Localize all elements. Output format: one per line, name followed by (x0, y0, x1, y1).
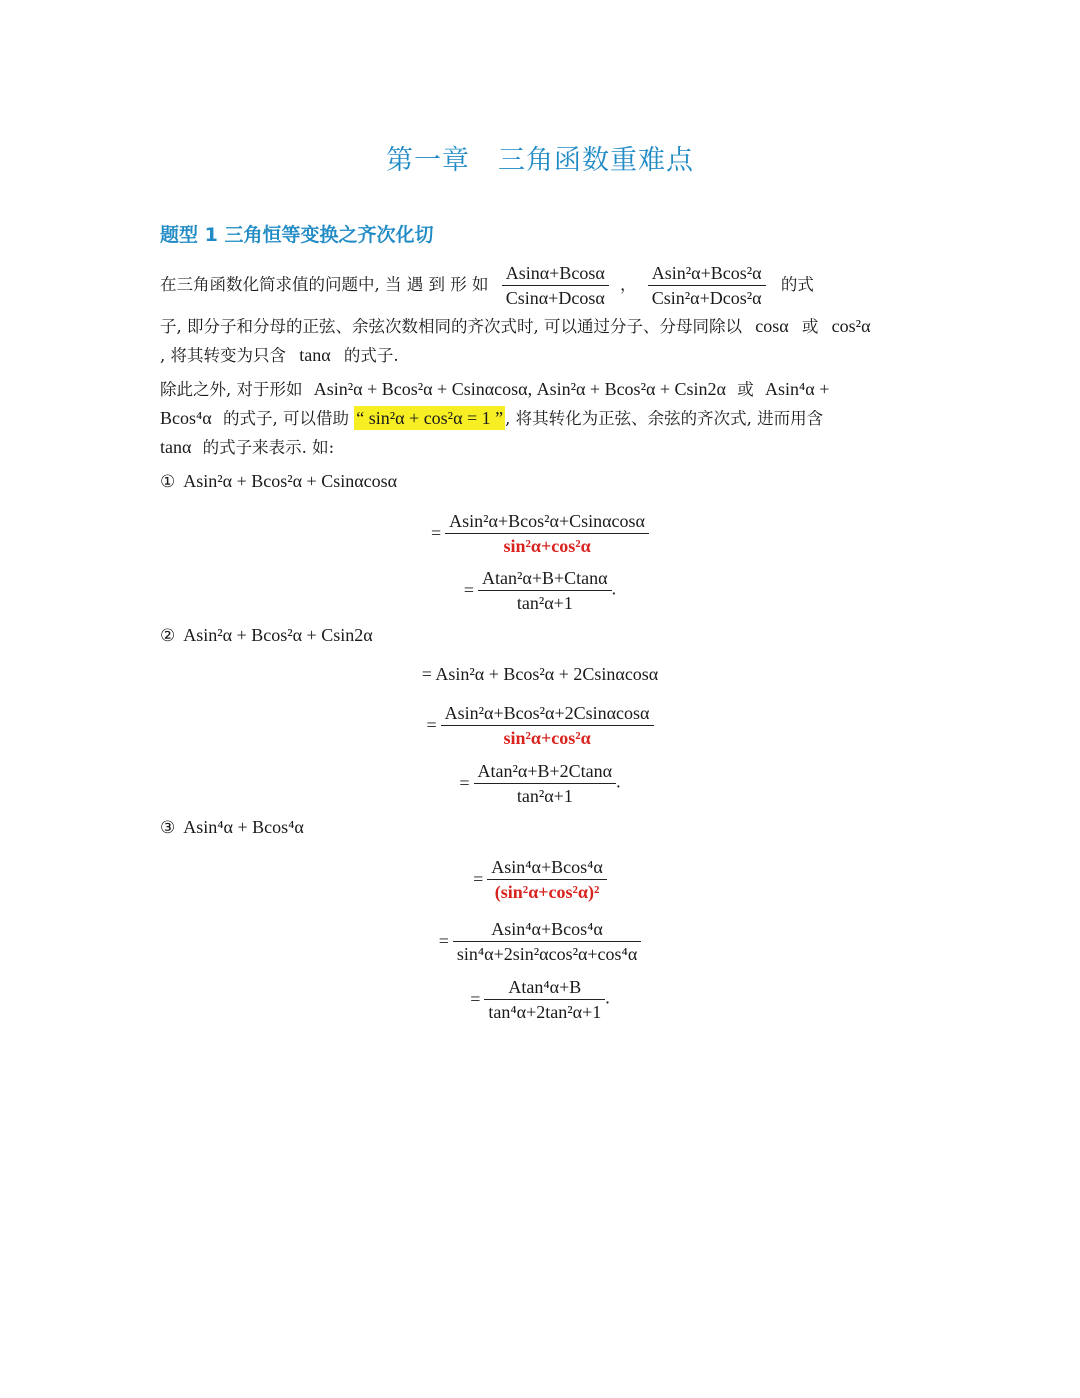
example-expression: Asin²α + Bcos²α + Csinαcosα (183, 471, 398, 491)
fraction (445, 510, 649, 557)
math-expression-quartic-cont: Bcos⁴α (160, 408, 212, 428)
example-3-step-2: = $\frac{\text{Asin⁴α+Bcos⁴α}}{\text{sin⁴α+2sin²αcos²α+cos⁴α}}$ (0, 918, 1080, 965)
highlighted-identity: “ sin²α + cos²α = 1 ” (356, 408, 504, 428)
example-number: ② (160, 626, 176, 646)
example-1-step-2: = $\frac{\text{Atan²α+B+Ctanα}}{\text{tan²α+1}}$ . (463, 568, 617, 613)
fraction-denominator: tan²α+1 (516, 593, 573, 613)
math-expression-list: Asin²α + Bcos²α + Csinαcosα, Asin²α + Bcos²α + Csin2α (313, 379, 726, 399)
example-3-step-1: = $\frac{\text{Asin⁴α+Bcos⁴α}}{\text{(sin²α+cos²α)²}}$ (0, 856, 1080, 903)
fraction-denominator: sin²α+cos²α (503, 536, 591, 556)
fraction (441, 702, 654, 749)
fraction-denominator: sin²α+cos²α (503, 728, 591, 748)
para2-a: 除此之外, 对于形如 (160, 380, 303, 399)
intro-line-3b: 的式子. (343, 346, 399, 365)
example-number: ③ (160, 818, 176, 838)
math-cos: cosα (755, 316, 789, 336)
para2-c: , 将其转化为正弦、余弦的齐次式, 进而用含 (505, 409, 824, 428)
equation-text: = Asin²α + Bcos²α + 2Csinαcosα (421, 664, 659, 684)
fraction (484, 976, 605, 1023)
example-1-step-1: = $\frac{\text{Asin²α+Bcos²α+Csinαcosα}}{\text{sin²α+cos²α}}$ (0, 510, 1080, 557)
example-2-heading (160, 625, 373, 646)
fraction-numerator: Asin²α+Bcos²α (648, 262, 766, 286)
para2-b: 的式子, 可以借助 (222, 409, 349, 428)
example-3-heading (160, 817, 304, 838)
intro-lead: 在三角函数化简求值的问题中, 当 遇 到 形 如 (160, 275, 489, 294)
word-or: 或 (801, 317, 819, 336)
fraction-numerator: Asinα+Bcosα (502, 262, 609, 286)
fraction-second-order (648, 262, 766, 309)
fraction-first-order (502, 262, 609, 309)
fraction-numerator: Asin²α+Bcos²α+2Csinαcosα (441, 702, 654, 726)
fraction-numerator: Atan²α+B+2Ctanα (474, 760, 617, 784)
example-2-step-1 (0, 664, 1080, 685)
separator: ， (620, 275, 637, 294)
example-3-step-3: = $\frac{\text{Atan⁴α+B}}{\text{tan⁴α+2tan²α+1}}$ . (470, 977, 610, 1022)
fraction-numerator: Asin²α+Bcos²α+Csinαcosα (445, 510, 649, 534)
intro-line-2: 子, 即分子和分母的正弦、余弦次数相同的齐次式时, 可以通过分子、分母同除以 (160, 317, 742, 336)
fraction-denominator: (sin²α+cos²α)² (494, 882, 600, 902)
math-tan: tanα (160, 437, 192, 457)
fraction-denominator: Csinα+Dcosα (505, 288, 605, 308)
example-expression: Asin²α + Bcos²α + Csin2α (183, 625, 373, 645)
fraction-denominator: tan²α+1 (516, 786, 573, 806)
section-title: 题型 1 三角恒等变换之齐次化切 (160, 224, 434, 246)
intro-tail: 的式 (780, 275, 814, 294)
fraction-numerator: Asin⁴α+Bcos⁴α (487, 856, 607, 880)
intro-paragraph (160, 262, 922, 370)
fraction (474, 760, 617, 807)
math-tan: tanα (299, 345, 331, 365)
word-or: 或 (737, 380, 754, 399)
example-2-step-2: = $\frac{\text{Asin²α+Bcos²α+2Csinαcosα}}{\text{sin²α+cos²α}}$ (0, 702, 1080, 749)
intro-line-3a: , 将其转变为只含 (160, 346, 286, 365)
fraction-numerator: Asin⁴α+Bcos⁴α (453, 918, 641, 942)
para2-d: 的式子来表示. 如: (202, 438, 335, 457)
fraction (478, 567, 612, 614)
example-1-heading (160, 471, 397, 492)
example-2-step-3: = $\frac{\text{Atan²α+B+2Ctanα}}{\text{tan²α+1}}$ . (459, 761, 621, 806)
fraction (487, 856, 607, 903)
example-expression: Asin⁴α + Bcos⁴α (183, 817, 304, 837)
fraction-denominator: sin⁴α+2sin²αcos²α+cos⁴α (456, 944, 638, 964)
chapter-title: 第一章 三角函数重难点 (386, 145, 694, 176)
fraction-denominator: Csin²α+Dcos²α (651, 288, 762, 308)
math-expression-quartic: Asin⁴α + (764, 379, 830, 399)
fraction-numerator: Atan²α+B+Ctanα (478, 567, 612, 591)
example-number: ① (160, 472, 176, 492)
fraction (453, 918, 641, 965)
second-paragraph (160, 375, 922, 462)
fraction-numerator: Atan⁴α+B (484, 976, 605, 1000)
math-cos-squared: cos²α (831, 316, 871, 336)
fraction-denominator: tan⁴α+2tan²α+1 (488, 1002, 602, 1022)
